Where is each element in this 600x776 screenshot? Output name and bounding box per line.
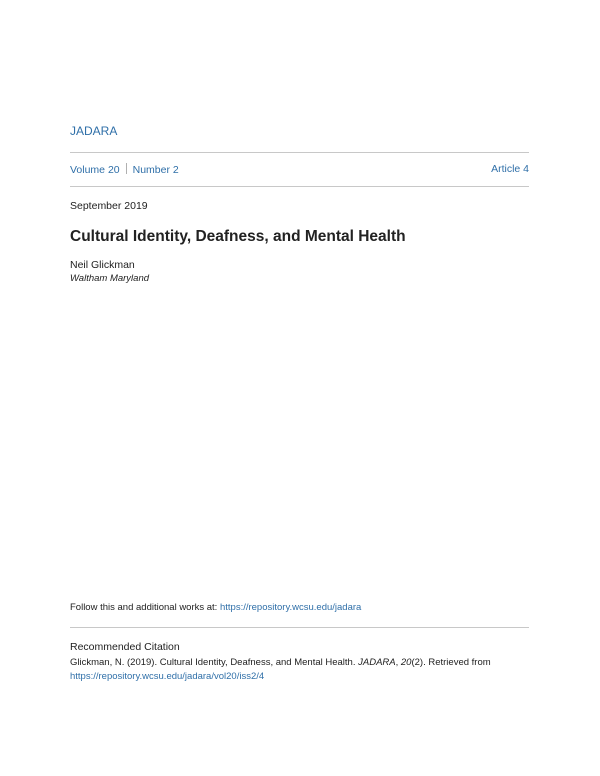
citation-journal: JADARA [358, 657, 396, 668]
recommended-citation-heading: Recommended Citation [70, 641, 180, 653]
author-name: Neil Glickman [70, 259, 135, 271]
journal-name-link[interactable]: JADARA [70, 124, 118, 138]
repository-link[interactable]: https://repository.wcsu.edu/jadara [219, 602, 362, 613]
citation-comma: , [395, 657, 401, 668]
volume-row [70, 163, 529, 176]
citation-text-before: Glickman, N. (2019). Cultural Identity, Deafness, and Mental Health. [70, 657, 359, 668]
author-affiliation: Waltham Maryland [70, 273, 150, 284]
divider-top [70, 152, 529, 153]
publication-date: September 2019 [70, 200, 148, 212]
citation-text [70, 656, 529, 684]
follow-line [70, 602, 361, 613]
citation-link[interactable]: https://repository.wcsu.edu/jadara/vol20/iss2/4 [70, 671, 265, 682]
follow-prefix: Follow this and additional works at: [70, 602, 220, 613]
separator [126, 163, 127, 174]
citation-volume: 20 [400, 657, 412, 668]
citation-text-after: (2). Retrieved from [411, 657, 491, 668]
volume-link[interactable]: Volume 20 [70, 164, 120, 176]
article-link[interactable]: Article 4 [491, 163, 529, 175]
article-title: Cultural Identity, Deafness, and Mental Health [70, 228, 406, 245]
divider-middle [70, 186, 529, 187]
number-link[interactable]: Number 2 [132, 164, 179, 176]
divider-bottom [70, 627, 529, 628]
